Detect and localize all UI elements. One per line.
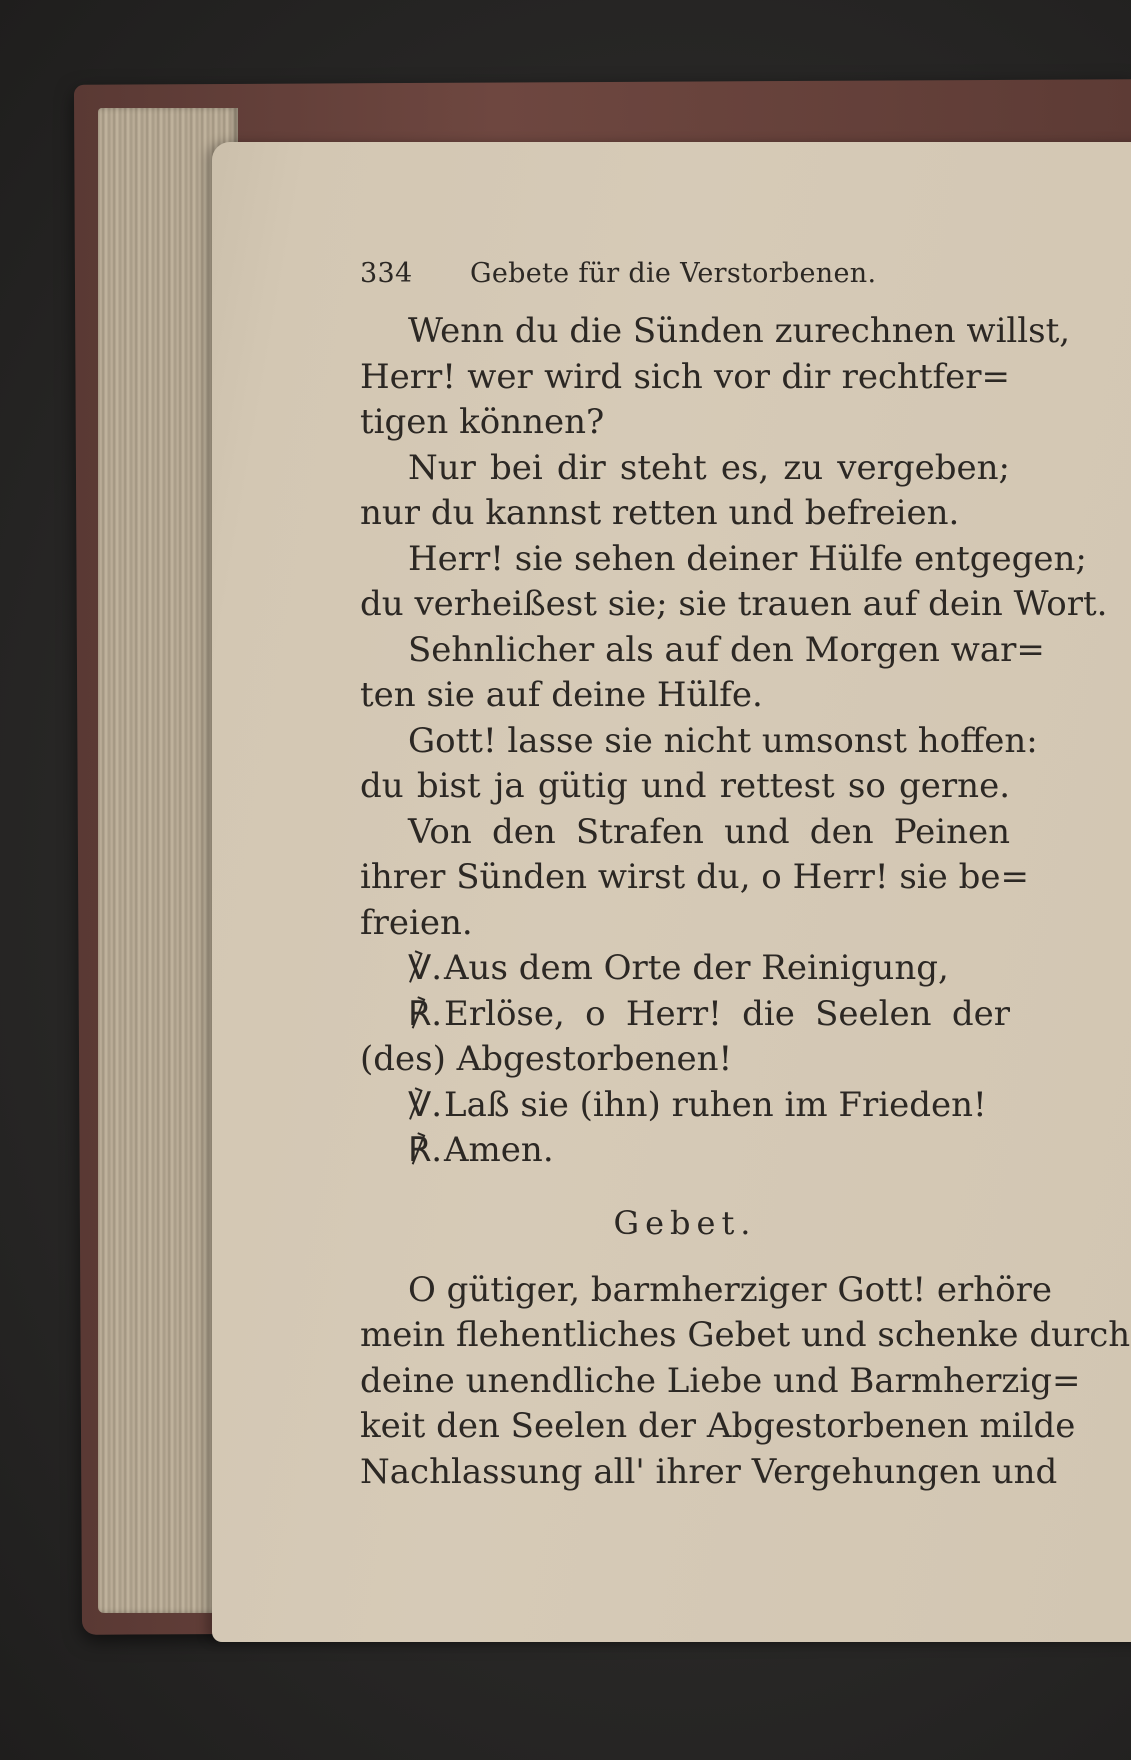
text-line: ihrer Sünden wirst du, o Herr! sie be= xyxy=(360,857,1029,897)
text-line: (des) Abgestorbenen! xyxy=(360,1039,733,1079)
text-line: nur du kannst retten und befreien. xyxy=(360,493,960,533)
text-line: Herr! wer wird sich vor dir rechtfer= xyxy=(360,356,1010,397)
page-text-block xyxy=(360,258,1131,1495)
response xyxy=(360,1128,1010,1174)
text-line: O gütiger, barmherziger Gott! erhöre xyxy=(408,1269,1052,1310)
text-line: du bist ja gütig und rettest so gerne. xyxy=(360,766,1010,806)
text-line: du verheißest sie; sie trauen auf dein Wort. xyxy=(360,584,1108,624)
paragraph xyxy=(360,446,1010,537)
text-line: Nachlassung all' ihrer Vergehungen und xyxy=(360,1451,1058,1492)
text-line: Gott! lasse sie nicht umsonst hoffen: xyxy=(408,720,1038,761)
prayer-paragraph xyxy=(360,1268,1131,1496)
running-title: Gebete für die Verstorbenen. xyxy=(470,258,877,289)
text-line: keit den Seelen der Abgestorbenen milde xyxy=(360,1406,1076,1446)
text-line xyxy=(360,946,1010,992)
page-number: 334 xyxy=(360,258,413,289)
response-text: Erlöse, o Herr! die Seelen der xyxy=(444,993,1010,1034)
text-line xyxy=(360,1083,1010,1129)
section-heading: Gebet. xyxy=(613,1203,757,1242)
versicle xyxy=(360,946,1010,992)
response-mark: ℟. xyxy=(408,993,443,1034)
response-mark: ℟. xyxy=(408,1130,443,1170)
paragraph xyxy=(360,628,1045,719)
text-line: tigen können? xyxy=(360,402,605,442)
versicle-text: Aus dem Orte der Reinigung, xyxy=(444,948,949,988)
versicle-mark: ℣. xyxy=(408,1084,443,1125)
versicle xyxy=(360,1083,1010,1129)
paragraph xyxy=(360,719,1038,810)
text-line: deine unendliche Liebe und Barmherzig= xyxy=(360,1360,1081,1401)
text-line: mein flehentliches Gebet und schenke durch xyxy=(360,1315,1131,1355)
versicle-mark: ℣. xyxy=(408,948,443,988)
text-line: Sehnlicher als auf den Morgen war= xyxy=(408,629,1045,670)
running-head xyxy=(360,258,1010,289)
text-line: freien. xyxy=(360,902,473,943)
text-line: ten sie auf deine Hülfe. xyxy=(360,675,763,715)
versicle-text: Laß sie (ihn) ruhen im Frieden! xyxy=(444,1084,987,1125)
text-line xyxy=(360,1128,1010,1174)
response-text: Amen. xyxy=(444,1130,554,1170)
text-line xyxy=(360,992,1010,1038)
paragraph xyxy=(360,537,1108,628)
text-line: Herr! sie sehen deiner Hülfe entgegen; xyxy=(408,538,1087,579)
paragraph xyxy=(360,810,1029,947)
text-line: Wenn du die Sünden zurechnen willst, xyxy=(408,311,1071,351)
text-line: Nur bei dir steht es, zu vergeben; xyxy=(408,447,1010,488)
response xyxy=(360,992,1010,1083)
text-line: Von den Strafen und den Peinen xyxy=(408,811,1010,852)
paragraph xyxy=(360,309,1071,446)
